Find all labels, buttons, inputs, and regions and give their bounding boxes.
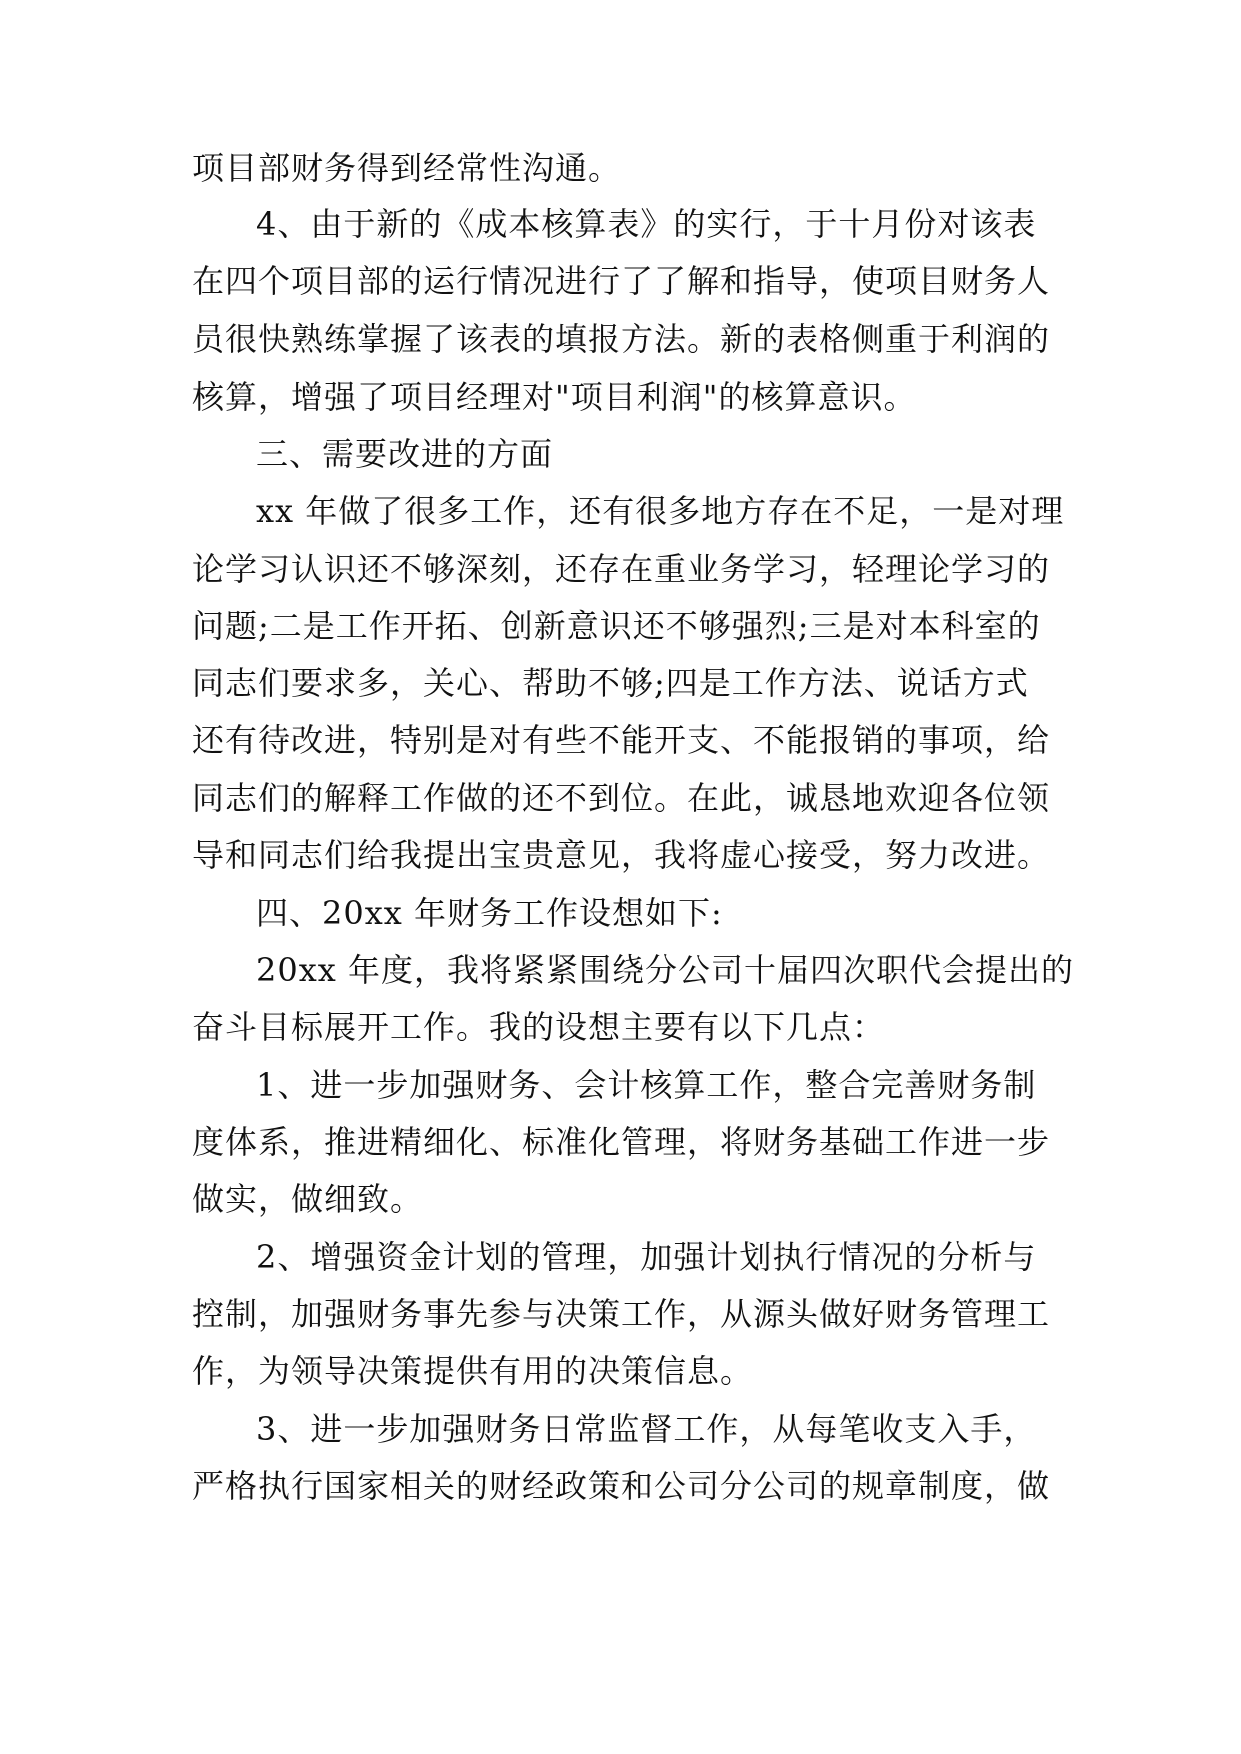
- text-line: 作，为领导决策提供有用的决策信息。: [192, 1352, 754, 1390]
- text-line: 论学习认识还不够深刻，还存在重业务学习，轻理论学习的: [192, 550, 1051, 588]
- text-line: 问题;二是工作开拓、创新意识还不够强烈;三是对本科室的: [192, 607, 1041, 645]
- text-line: 同志们要求多，关心、帮助不够;四是工作方法、说话方式: [192, 664, 1029, 702]
- text-line: 核算，增强了项目经理对"项目利润"的核算意识。: [192, 378, 917, 416]
- text-line: 4、由于新的《成本核算表》的实行，于十月份对该表: [256, 205, 1037, 243]
- text-line: 做实，做细致。: [192, 1180, 424, 1218]
- text-line: 同志们的解释工作做的还不到位。在此，诚恳地欢迎各位领: [192, 779, 1051, 817]
- text-line: 奋斗目标展开工作。我的设想主要有以下几点：: [192, 1008, 886, 1046]
- text-line: 导和同志们给我提出宝贵意见，我将虚心接受，努力改进。: [192, 836, 1051, 874]
- section-heading: 四、20xx 年财务工作设想如下:: [256, 894, 723, 932]
- section-heading: 三、需要改进的方面: [256, 435, 554, 473]
- text-line: 3、进一步加强财务日常监督工作，从每笔收支入手，: [256, 1410, 1037, 1448]
- text-line: 2、增强资金计划的管理，加强计划执行情况的分析与: [256, 1238, 1037, 1276]
- text-line: 度体系，推进精细化、标准化管理，将财务基础工作进一步: [192, 1123, 1051, 1161]
- text-line: 项目部财务得到经常性沟通。: [192, 149, 622, 187]
- text-line: xx 年做了很多工作，还有很多地方存在不足，一是对理: [256, 492, 1065, 530]
- text-line: 员很快熟练掌握了该表的填报方法。新的表格侧重于利润的: [192, 320, 1051, 358]
- text-line: 在四个项目部的运行情况进行了了解和指导，使项目财务人: [192, 262, 1051, 300]
- text-line: 还有待改进，特别是对有些不能开支、不能报销的事项，给: [192, 721, 1051, 759]
- text-line: 控制，加强财务事先参与决策工作，从源头做好财务管理工: [192, 1295, 1051, 1333]
- text-line: 1、进一步加强财务、会计核算工作，整合完善财务制: [256, 1066, 1037, 1104]
- text-line: 严格执行国家相关的财经政策和公司分公司的规章制度，做: [192, 1467, 1051, 1505]
- text-line: 20xx 年度，我将紧紧围绕分公司十届四次职代会提出的: [256, 951, 1074, 989]
